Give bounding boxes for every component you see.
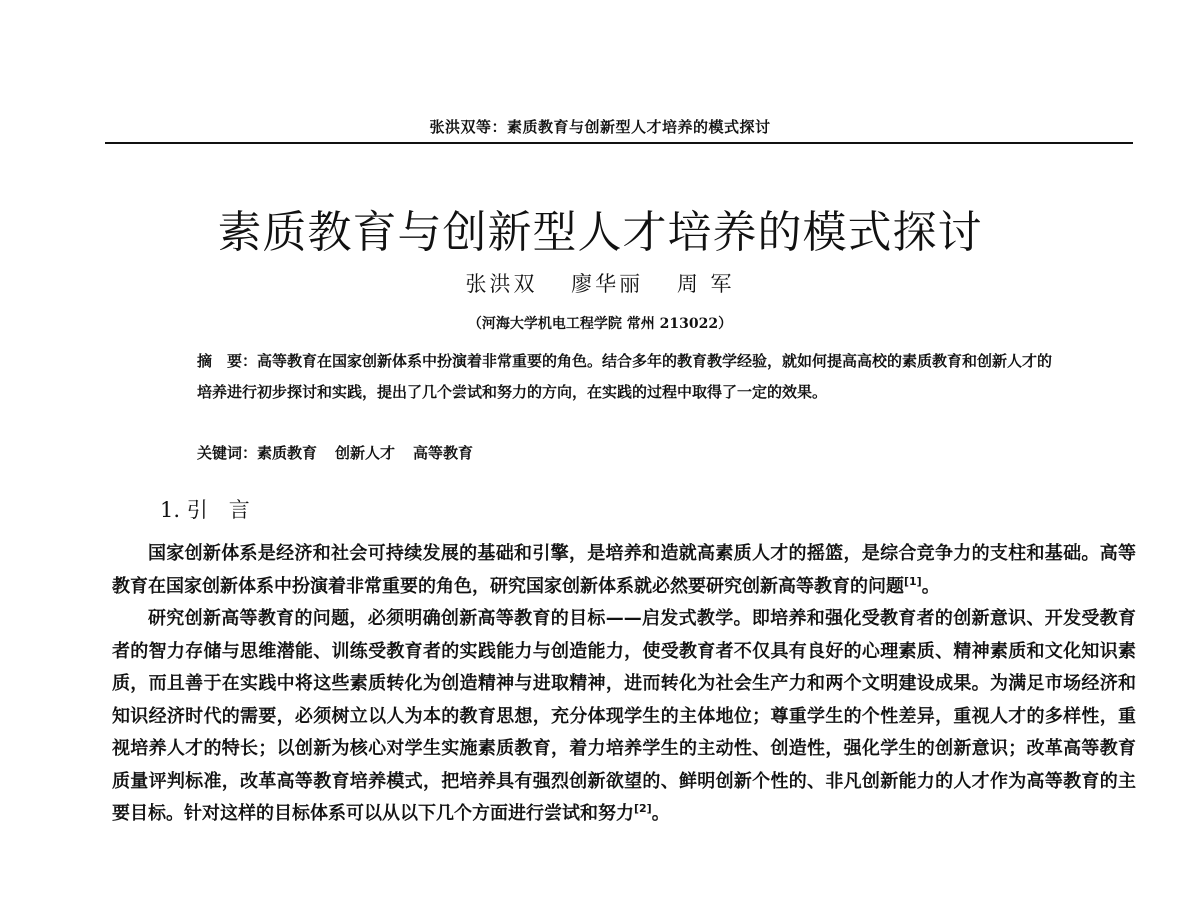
paragraph xyxy=(112,603,1136,831)
paragraph-end: 。 xyxy=(651,803,670,824)
section-number: 1. xyxy=(160,498,181,522)
keyword: 高等教育 xyxy=(413,444,474,462)
section-title: 引 言 xyxy=(186,498,250,522)
keyword: 创新人才 xyxy=(335,444,396,462)
author-name: 周 军 xyxy=(676,272,735,296)
citation-ref: [1] xyxy=(904,574,922,588)
paragraph-end: 。 xyxy=(921,575,940,597)
abstract-label: 摘 要： xyxy=(197,352,258,370)
abstract xyxy=(197,346,1057,408)
author-name: 张洪双 xyxy=(465,272,538,296)
affiliation: （河海大学机电工程学院 常州 213022） xyxy=(467,316,733,332)
keyword: 素质教育 xyxy=(257,444,318,462)
paper-title: 素质教育与创新型人才培养的模式探讨 xyxy=(217,207,983,258)
abstract-text: 高等教育在国家创新体系中扮演着非常重要的角色。结合多年的教育教学经验，就如何提高高校的素质教育和创新人才的培养进行初步探讨和实践，提出了几个尝试和努力的方向，在实践的过程中取得了一定的效果。 xyxy=(197,352,1053,401)
author-name: 廖华丽 xyxy=(571,272,644,296)
paragraph-text: 国家创新体系是经济和社会可持续发展的基础和引擎，是培养和造就高素质人才的摇篮，是综合竞争力的支柱和基础。高等教育在国家创新体系中扮演着非常重要的角色，研究国家创新体系就必然要研究创新高等教育的问题 xyxy=(112,543,1136,597)
running-head: 张洪双等：素质教育与创新型人才培养的模式探讨 xyxy=(429,118,771,136)
keywords-label: 关键词： xyxy=(197,444,258,462)
header-rule xyxy=(105,142,1133,144)
body-text xyxy=(112,538,1136,831)
paragraph-text: 研究创新高等教育的问题，必须明确创新高等教育的目标——启发式教学。即培养和强化受教育者的创新意识、开发受教育者的智力存储与思维潜能、训练受教育者的实践能力与创造能力，使受教育者不仅具有良好的心理素质、精神素质和文化知识素质，而且善于在实践中将这些素质转化为创造精神与进取精神，进而转化为社会生产力和两个文明建设成果。为满足市场经济和知识经济时代的需要，必须树立以人为本的教育思想，充分体现学生的主体地位；尊重学生的个性差异，重视人才的多样性，重视培养人才的特长；以创新为核心对学生实施素质教育，着力培养学生的主动性、创造性，强化学生的创新意识；改革高等教育质量评判标准，改革高等教育培养模式，把培养具有强烈创新欲望的、鲜明创新个性的、非凡创新能力的人才作为高等教育的主要目标。针对这样的目标体系可以从以下几个方面进行尝试和努力 xyxy=(112,608,1136,824)
section-heading xyxy=(160,494,250,524)
keywords xyxy=(197,442,1057,463)
citation-ref: [2] xyxy=(634,802,652,815)
paragraph xyxy=(112,538,1136,603)
author-list xyxy=(0,268,1200,298)
